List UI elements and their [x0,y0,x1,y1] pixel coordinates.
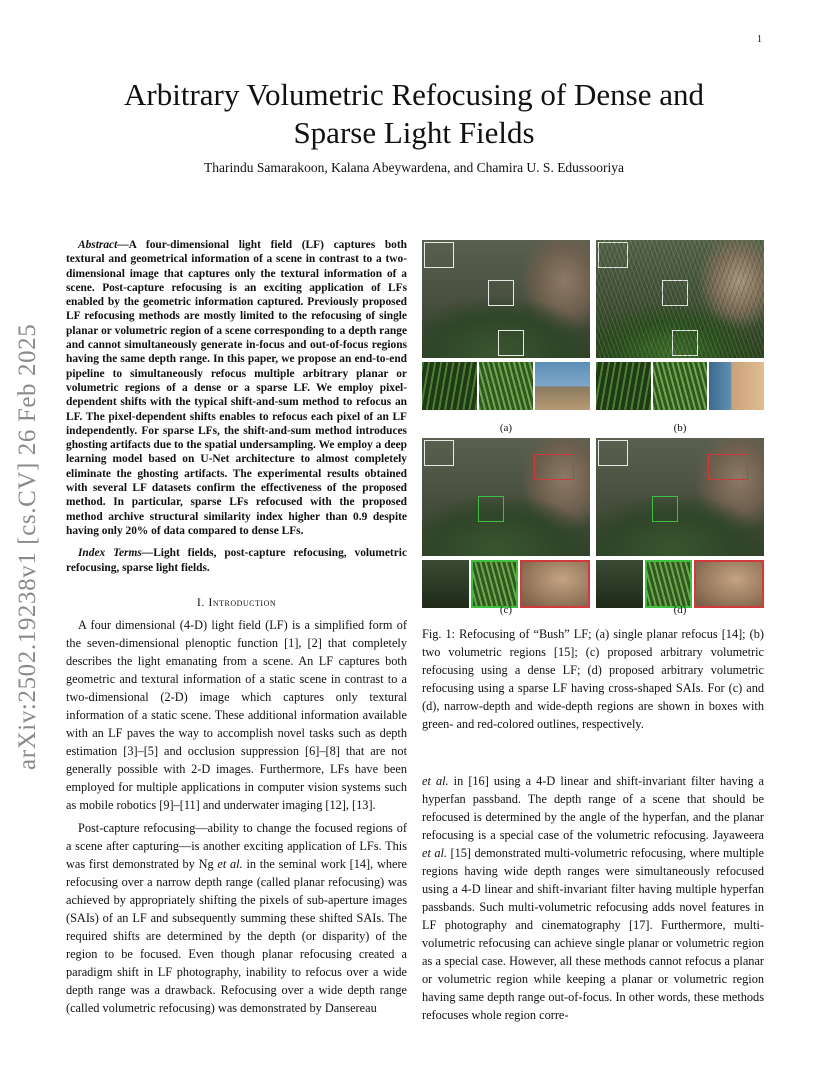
panel-b-crop-1 [596,362,651,410]
title-line-2: Sparse Light Fields [293,115,535,150]
panel-a-box-center [488,280,514,306]
panel-d-box-green [652,496,678,522]
left-column [66,238,407,1017]
right-column-em-2: et al. [422,846,448,860]
panel-a-crop-2 [479,362,534,410]
abstract-text: —A four-dimensional light field (LF) captures both textural and geometrical information of a scene in contrast to a two-dimensional image that captures only the textural information of a scene. Post-capture refocusing is an exciting application of LFs enabled by the geometric information captured. Previously proposed LF refocusing methods are mostly limited to the refocusing of single planar or volumetric region of a scene corresponding to a depth range and cannot simultaneously generate in-focus and out-of-focus regions having the same depth range. In this paper, we propose an end-to-end pipeline to simultaneously refocus multiple arbitrary planar or volumetric regions of a dense or a sparse LF. We employ pixel-dependent shifts with the typical shift-and-sum method to refocus an LF. The pixel-dependent shifts enables to refocus each pixel of an LF independently. For sparse LFs, the shift-and-sum method introduces ghosting artifacts due to the spatial undersampling. We employ a deep learning model based on U-Net architecture to almost completely eliminate the ghosting artifacts. The experimental results obtained with several LF datasets confirm the effectiveness of the proposed method. In particular, sparse LFs refocused with the proposed method archive structural similarity index higher than 0.9 despite having only 20% of data compared to dense LFs. [66,239,407,537]
page-title [80,76,748,152]
panel-b-crop-3 [709,362,764,410]
panel-c-crop-1 [422,560,469,608]
page-number: 1 [757,34,762,45]
index-terms-text: —Light fields, post-capture refocusing, volumetric refocusing, sparse light fields. [66,547,408,574]
panel-d-label: (d) [673,604,687,616]
panel-c-box-green [478,496,504,522]
panel-c-box-red [534,454,574,480]
figure-caption: Fig. 1: Refocusing of “Bush” LF; (a) single planar refocus [14]; (b) two volumetric regions [15]; (c) proposed arbitrary volumetric refocusing using a dense LF; (d) proposed arbitrary volumetric refocusing using a sparse LF having cross-shaped SAIs. For (c) and (d), narrow-depth and wide-depth regions are shown in boxes with green- and red-colored outlines, respectively. [422,627,764,731]
right-column-text [422,772,764,1024]
panel-d-crops [596,560,764,608]
panel-b-box-bottom [672,330,698,356]
panel-c-label: (c) [499,604,513,616]
abstract [66,238,407,538]
panel-d-crop-3 [694,560,764,608]
right-column-text-a: in [16] using a 4-D linear and shift-invariant filter having a hyperfan passband. The depth range of a scene that should be refocused is determined by the angle of the hyperfan, and the planar refocusing is a special case of the volumetric refocusing. Jayaweera [422,774,764,842]
intro-paragraph-2-b: in the seminal work [14], where refocusing over a narrow depth range (called planar refocusing) was achieved by appropriately shifting the pixels of sub-aperture images (SAIs) of an LF and subsequently summing these shifted SAIs. The required shifts are determined by the depth (or disparity) of the region to be focused. Even though planar refocusing created a paradigm shift in LF photography, inability to refocus over a wide depth range was a drawback. Refocusing over a wide depth range (called volumetric refocusing) was demonstrated by Dansereau [66,856,408,1015]
intro-paragraph-2-a: Post-capture refocusing—ability to change the focused regions of a scene after capturing—is another exciting application of LFs. This was first demonstrated by Ng [66,820,407,871]
intro-paragraph-1: A four dimensional (4-D) light field (LF) is a simplified form of the seven-dimensional plenoptic function [1], [2] that completely describes the light emanating from a scene. An LF captures both geometric and textural information of a static scene in contrast to a two-dimensional (2-D) image which captures only textural information of a static scene. These additional information available with an LF paves the way to accomplish novel tasks such as depth estimation [3]–[5] and occlusion suppression [6]–[8] that are not generally possible with 2-D images. Furthermore, LFs have been employed for multiple applications in computer vision systems such as mobile robotics [9]–[11] and underwater imaging [12], [13]. [66,617,407,812]
panel-d-main-image [596,438,764,556]
panel-c-box-topleft [424,440,454,466]
index-terms-lead: Index Terms [78,547,142,560]
panel-b-main-image [596,240,764,358]
section-heading-introduction: I. Introduction [196,594,277,609]
panel-a-box-bottom [498,330,524,356]
intro-paragraph-2-em: et al. [217,856,243,871]
abstract-lead: Abstract [78,239,118,251]
figure-1 [422,240,764,620]
index-terms [66,546,407,575]
panel-a-box-topleft [424,242,454,268]
intro-paragraph-2 [66,819,407,1017]
panel-c-crop-2 [471,560,518,608]
right-column-text-b: [15] demonstrated multi-volumetric refocusing, where multiple regions having wide depth ranges were simultaneously refocused using a 4-D linear and shift-invariant filter having multiple hyperfan passbands. Such multi-volumetric refocusing adds novel features in LF photography and cinematography [17]. Furthermore, multi-volumetric refocusing can achieve single planar or volumetric region as a special case. However, all these methods cannot refocus a planar or volumetric region while keeping a planar or volumetric region having same depth range out-of-focus. In other words, these methods refocuses whole region corre- [422,846,765,1022]
figure-panel-c [422,438,590,616]
panel-d-crop-2 [645,560,692,608]
figure-panel-a [422,240,590,434]
figure-panel-b [596,240,764,434]
panel-c-main-image [422,438,590,556]
panel-b-label: (b) [673,422,687,434]
arxiv-stamp: arXiv:2502.19238v1 [cs.CV] 26 Feb 2025 [14,323,41,770]
panel-b-box-center [662,280,688,306]
panel-a-label: (a) [499,422,513,434]
panel-a-crop-3 [535,362,590,410]
panel-d-crop-1 [596,560,643,608]
panel-a-crops [422,362,590,410]
panel-a-main-image [422,240,590,358]
panel-c-crops [422,560,590,608]
panel-d-box-topleft [598,440,628,466]
figure-panel-d [596,438,764,616]
title-line-1: Arbitrary Volumetric Refocusing of Dense and [124,77,704,112]
panel-a-crop-1 [422,362,477,410]
right-column-em: et al. [422,774,449,788]
panel-b-box-topleft [598,242,628,268]
panel-d-box-red [708,454,748,480]
authors: Tharindu Samarakoon, Kalana Abeywardena, and Chamira U. S. Edussooriya [204,160,624,175]
panel-b-crop-2 [653,362,708,410]
panel-c-crop-3 [520,560,590,608]
panel-b-crops [596,362,764,410]
